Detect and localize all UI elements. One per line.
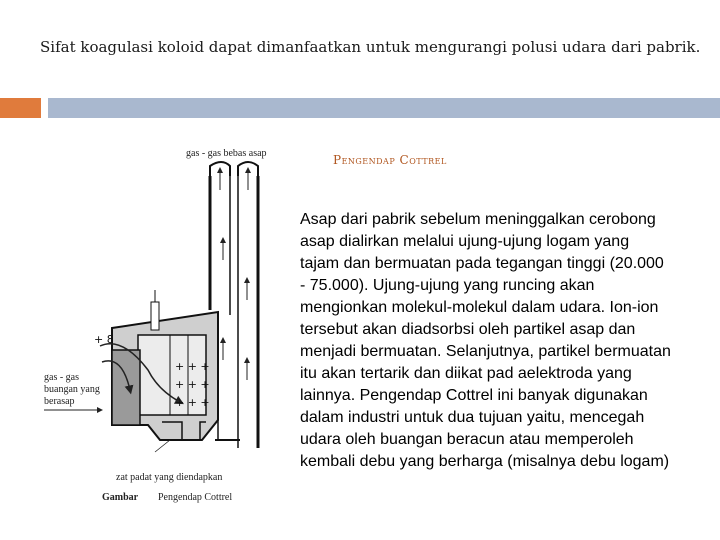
svg-text:+ + +: + + +	[175, 378, 210, 391]
svg-text:+ 8: + 8	[94, 333, 114, 346]
cottrell-precipitator-diagram	[30, 140, 300, 510]
label-dirty-gas-2: buangan yang	[44, 384, 100, 395]
figure-caption: Pengendap Cottrel	[158, 492, 233, 503]
accent-bar-blue	[48, 98, 720, 118]
label-solid-deposit: zat padat yang diendapkan	[116, 472, 223, 483]
svg-text:+ + +: + + +	[175, 360, 210, 373]
precipitator-chamber	[94, 290, 218, 440]
slide-heading: Sifat koagulasi koloid dapat dimanfaatkan untuk mengurangi polusi udara dari pabrik.	[40, 38, 701, 56]
accent-bar-orange	[0, 98, 41, 118]
body-paragraph: Asap dari pabrik sebelum meninggalkan cerobong asap dialirkan melalui ujung-ujung logam yang tajam dan bermuatan pada tegangan tinggi (20.000 - 75.000). Ujung-ujung yang runcing akan mengionkan molekul-molekul dalam udara. Ion-ion tersebut akan diadsorbsi oleh partikel asap dan menjadi bermuatan. Selanjutnya, partikel bermuatan itu akan tertarik dan diikat pad aelektroda yang lainnya. Pengendap Cottrel ini banyak digunakan dalam industri untuk dua tujuan yaitu, mencegah udara oleh buangan beracun atau memperoleh kembali debu yang berharga (misalnya debu logam)	[300, 211, 671, 470]
slide-subtitle: Pengendap Cottrel	[333, 153, 447, 167]
figure-caption-prefix: Gambar	[102, 492, 139, 503]
label-clean-gas: gas - gas bebas asap	[186, 148, 267, 159]
svg-text:+ + +: + + +	[175, 396, 210, 409]
label-dirty-gas-3: berasap	[44, 396, 75, 407]
label-dirty-gas-1: gas - gas	[44, 372, 79, 383]
